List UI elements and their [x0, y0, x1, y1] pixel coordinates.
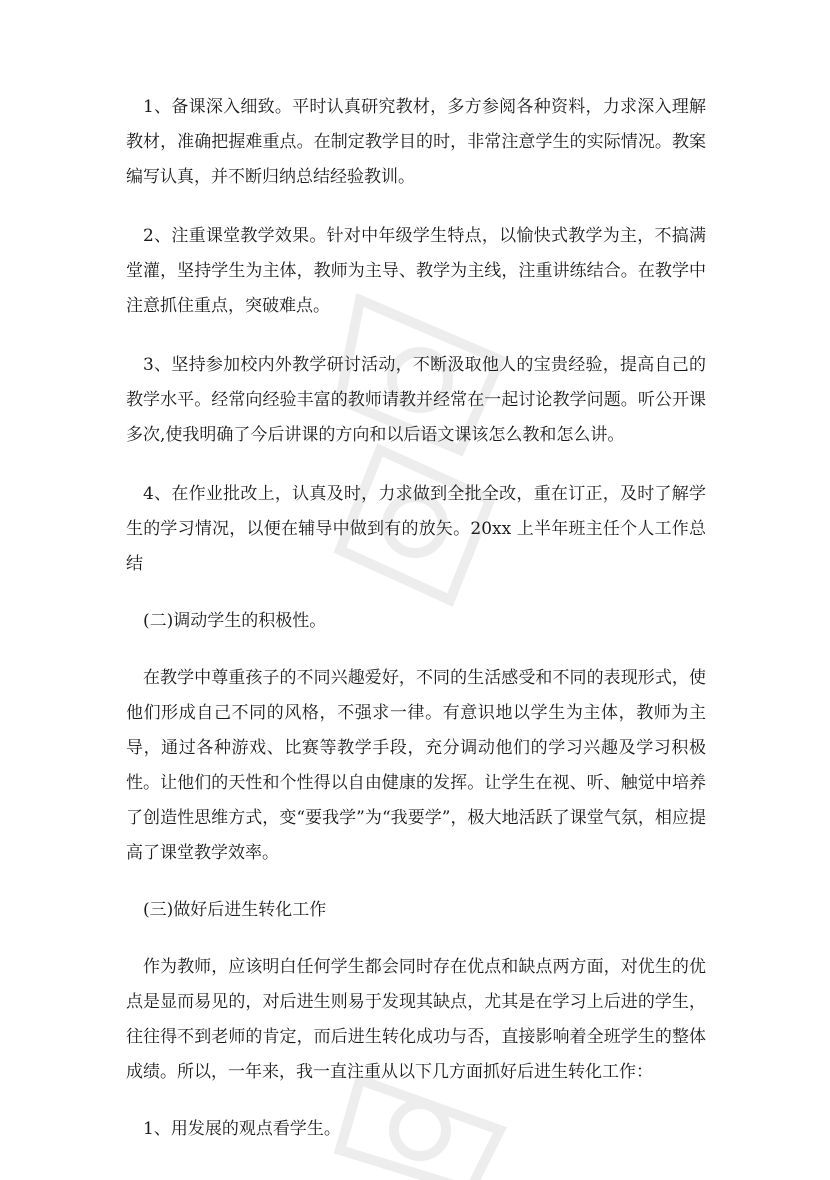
paragraph-classroom-effect: 2、注重课堂教学效果。针对中年级学生特点，以愉快式教学为主，不搞满堂灌，坚持学生为主体，教师为主导、教学为主线，注重讲练结合。在教学中注意抓住重点，突破难点。: [126, 226, 706, 316]
paragraph-teaching-research: 3、坚持参加校内外教学研讨活动，不断汲取他人的宝贵经验，提高自己的教学水平。经常向经验丰富的教师请教并经常在一起讨论教学问题。听公开课多次,使我明确了今后讲课的方向和以后语文课该怎么教和怎么讲。: [126, 355, 706, 445]
section-heading-underachievers: (三)做好后进生转化工作: [143, 900, 327, 920]
list-item-development-view: 1、用发展的观点看学生。: [143, 1119, 341, 1139]
document-body: [126, 90, 706, 1147]
paragraph-homework-correction: 4、在作业批改上，认真及时，力求做到全批全改，重在订正，及时了解学生的学习情况，以便在辅导中做到有的放矢。20xx 上半年班主任个人工作总结: [126, 484, 706, 574]
paragraph-underachievers: 作为教师，应该明白任何学生都会同时存在优点和缺点两方面，对优生的优点是显而易见的，对后进生则易于发现其缺点，尤其是在学习上后进的学生，往往得不到老师的肯定，而后进生转化成功与否，直接影响着全班学生的整体成绩。所以，一年来，我一直注重从以下几方面抓好后进生转化工作：: [126, 957, 706, 1082]
paragraph-lesson-prep: 1、备课深入细致。平时认真研究教材，多方参阅各种资料，力求深入理解教材，准确把握难重点。在制定教学目的时，非常注意学生的实际情况。教案编写认真，并不断归纳总结经验教训。: [126, 97, 706, 187]
section-heading-motivation: (二)调动学生的积极性。: [143, 611, 327, 631]
paragraph-motivation: 在教学中尊重孩子的不同兴趣爱好，不同的生活感受和不同的表现形式，使他们形成自己不同的风格，不强求一律。有意识地以学生为主体，教师为主导，通过各种游戏、比赛等教学手段，充分调动他们的学习兴趣及学习积极性。让他们的天性和个性得以自由健康的发挥。让学生在视、听、触觉中培养了创造性思维方式，变“要我学”为“我要学”，极大地活跃了课堂气氛，相应提高了课堂教学效率。: [126, 668, 706, 863]
